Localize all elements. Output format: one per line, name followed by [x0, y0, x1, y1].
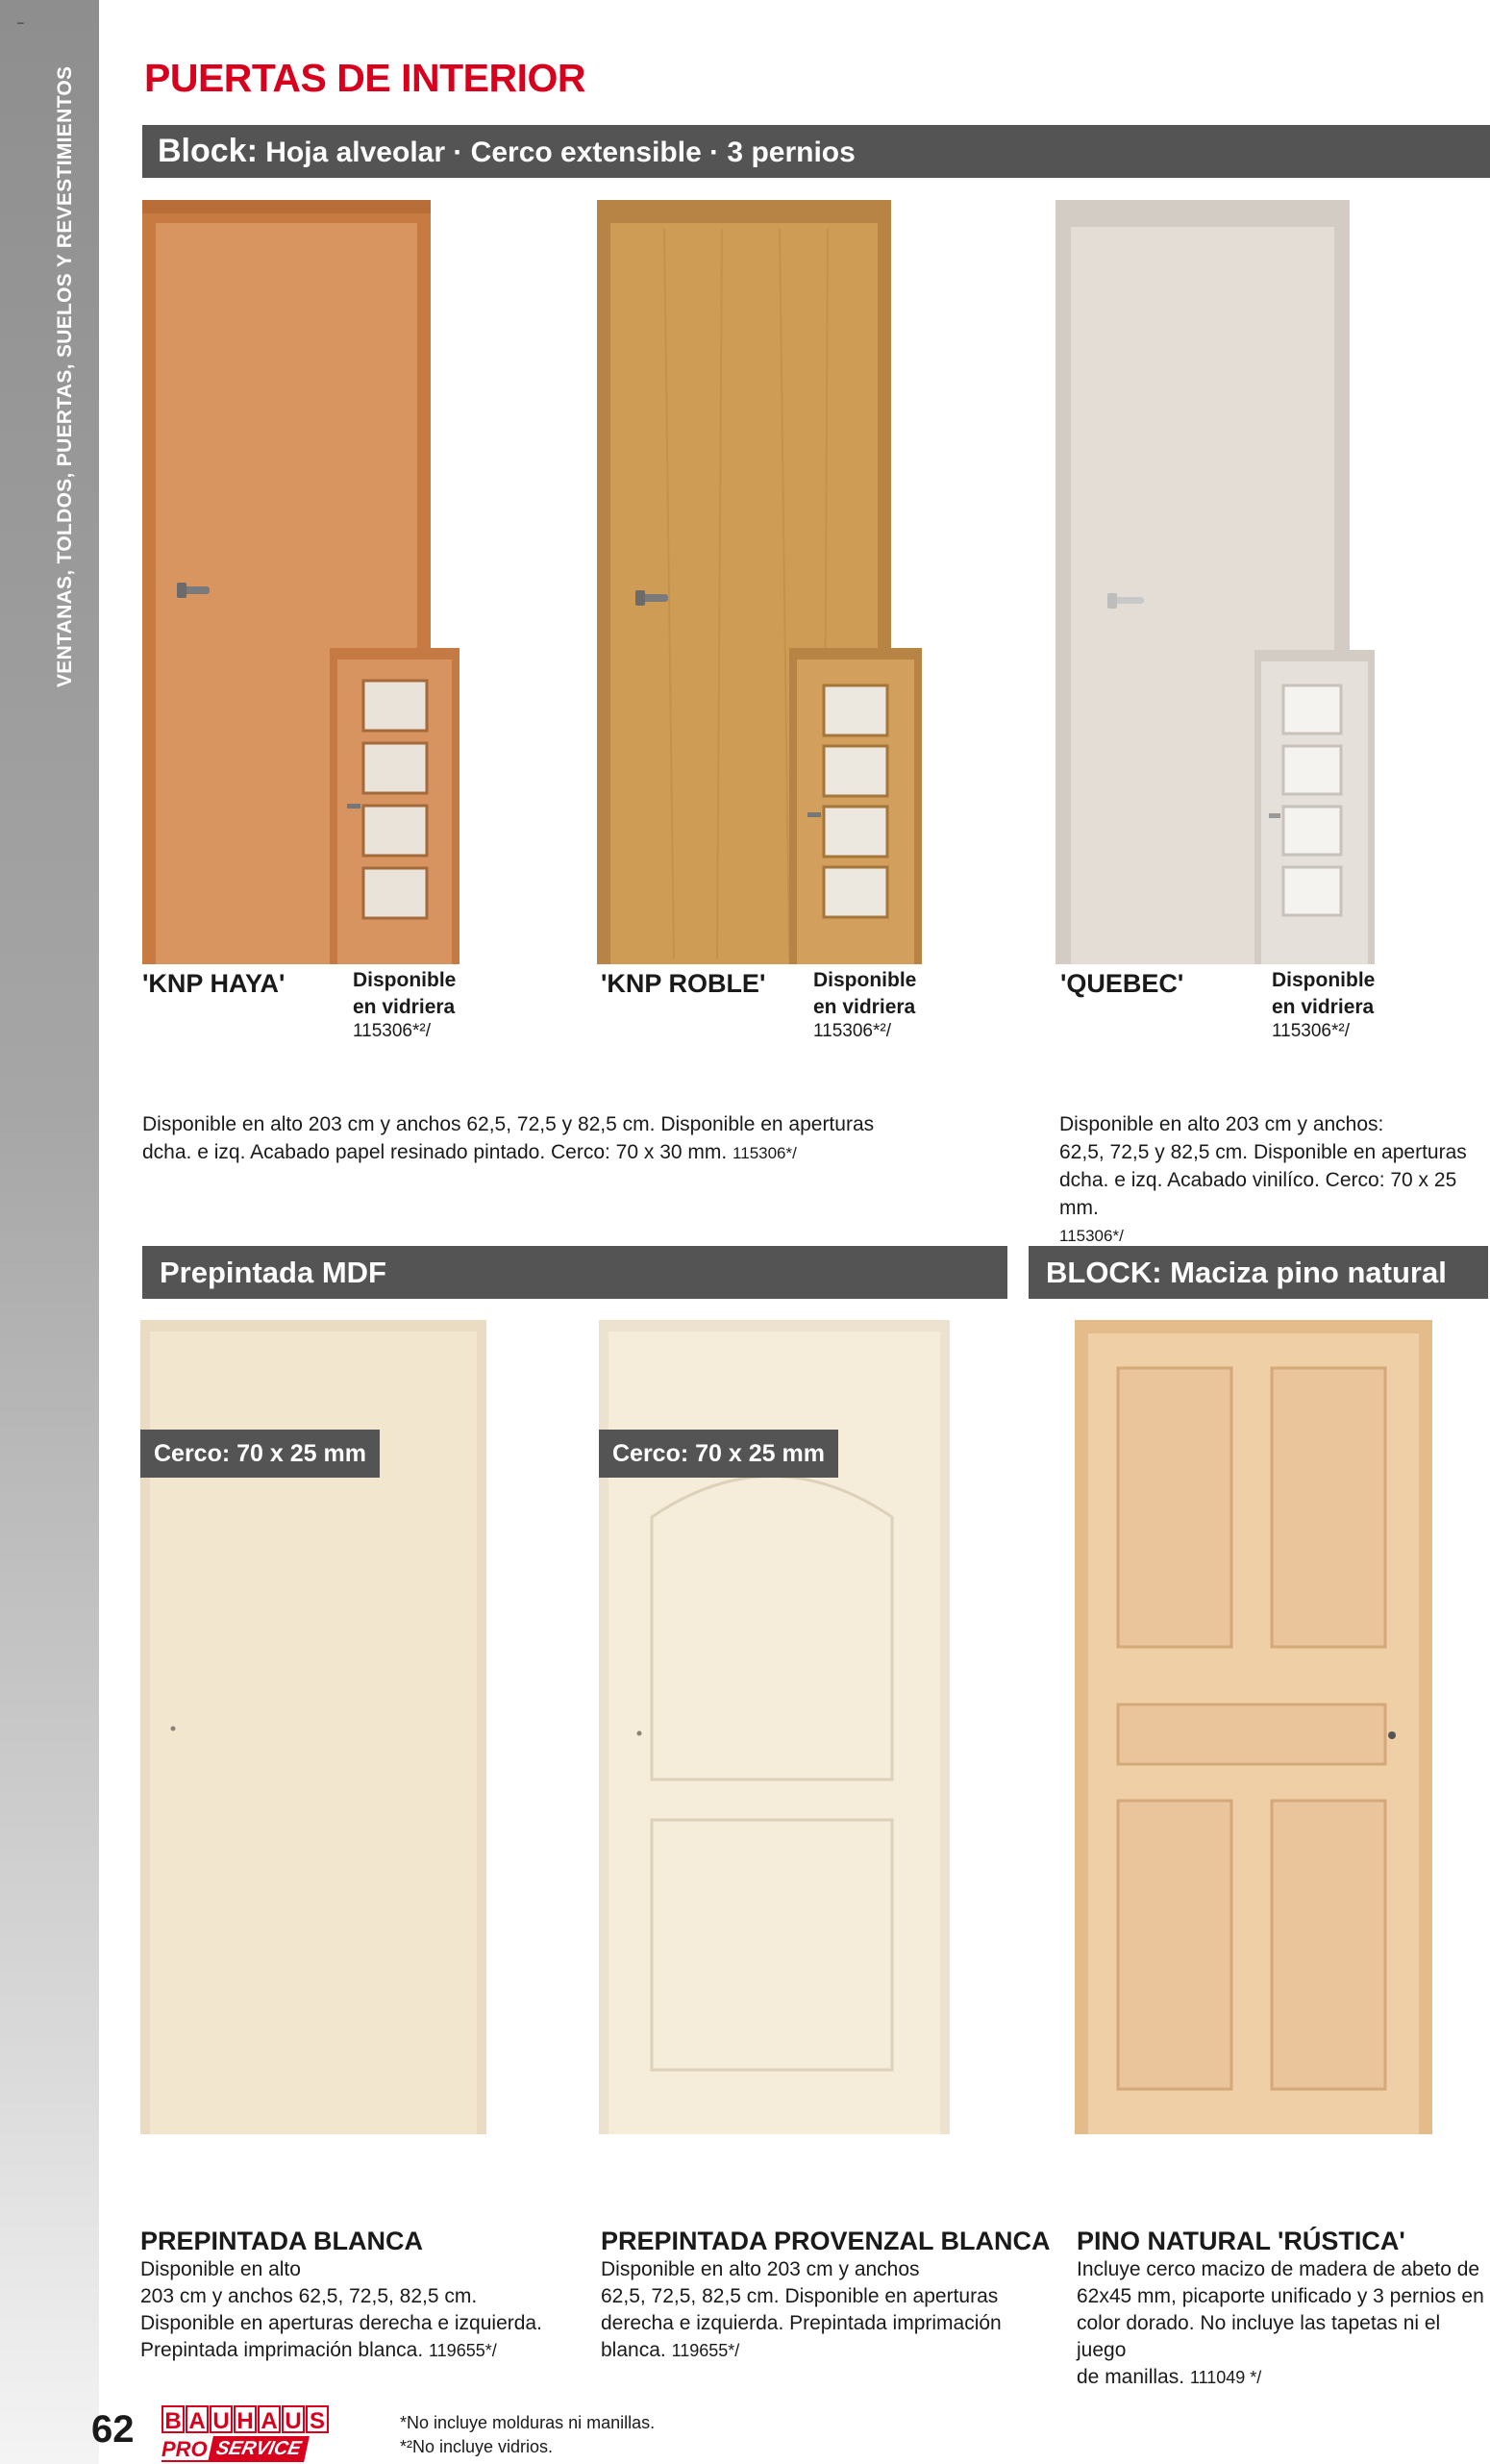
desc-line: 203 cm y anchos 62,5, 72,5, 82,5 cm. [140, 2285, 478, 2307]
sidebar-category-label: VENTANAS, TOLDOS, PUERTAS, SUELOS Y REVESTIMIENTOS [54, 65, 76, 687]
footnotes [400, 2411, 655, 2459]
logo-letter: U [282, 2405, 305, 2433]
logo-service: SERVICE [208, 2436, 310, 2462]
availability-line1: Disponible [353, 969, 457, 991]
footnote: *²No incluye vidrios. [400, 2437, 554, 2456]
logo-pro: PRO [161, 2436, 211, 2462]
description-quebec [1059, 1110, 1482, 1250]
product-pino-rustica [1077, 2227, 1490, 2391]
cerco-badge: Cerco: 70 x 25 mm [140, 1430, 380, 1478]
description-knp [142, 1110, 1027, 1167]
door-image-quebec [1055, 200, 1375, 964]
desc-line: color dorado. No incluye las tapetas ni el juego [1077, 2312, 1441, 2361]
desc-line: Disponible en alto 203 cm y anchos [601, 2258, 920, 2280]
banner-subtitle: Hoja alveolar · Cerco extensible · 3 pernios [257, 137, 856, 168]
logo-letter: A [186, 2405, 209, 2433]
desc-line: Disponible en aperturas derecha e izquierda. [140, 2312, 542, 2334]
banner-bold-label: Block: [158, 133, 258, 169]
desc-line: 62,5, 72,5 y 82,5 cm. Disponible en aperturas [1059, 1141, 1467, 1163]
availability-note [353, 967, 456, 1042]
page-title: PUERTAS DE INTERIOR [144, 56, 585, 100]
footnote: *No incluye molduras ni manillas. [400, 2413, 656, 2432]
product-code: 115306*²/ [1272, 1021, 1350, 1041]
sidebar [0, 0, 99, 2464]
product-code: 119655*/ [671, 2341, 740, 2360]
desc-line: blanca. [601, 2339, 672, 2361]
logo-letter: U [210, 2405, 233, 2433]
product-title: PREPINTADA BLANCA [140, 2227, 423, 2255]
logo-letter: S [306, 2405, 329, 2433]
product-title: PREPINTADA PROVENZAL BLANCA [601, 2227, 1051, 2255]
product-code: 115306*²/ [813, 1021, 891, 1041]
section-banner-mdf: Prepintada MDF [142, 1246, 1007, 1299]
desc-line: Prepintada imprimación blanca. [140, 2339, 429, 2361]
availability-line1: Disponible [1272, 969, 1376, 991]
availability-line1: Disponible [813, 969, 917, 991]
product-name-knp-haya: 'KNP HAYA' [142, 969, 286, 998]
availability-note [1272, 967, 1375, 1042]
availability-line2: en vidriera [353, 996, 456, 1018]
section-banner-pino: BLOCK: Maciza pino natural [1029, 1246, 1488, 1299]
product-code: 115306*²/ [353, 1021, 431, 1041]
availability-note [813, 967, 916, 1042]
corner-mark: – [17, 15, 24, 29]
desc-line: 62,5, 72,5, 82,5 cm. Disponible en aperturas [601, 2285, 999, 2307]
door-image-pino-rustica [1075, 1320, 1432, 2134]
product-code: 111049 */ [1189, 2368, 1262, 2387]
section-banner-block [142, 125, 1490, 178]
availability-line2: en vidriera [1272, 996, 1375, 1018]
product-code: 115306*/ [733, 1144, 797, 1162]
product-code: 115306*/ [1059, 1227, 1124, 1245]
desc-line: Incluye cerco macizo de madera de abeto de [1077, 2258, 1480, 2280]
desc-line: Disponible en alto 203 cm y anchos: [1059, 1113, 1384, 1135]
cerco-badge: Cerco: 70 x 25 mm [599, 1430, 838, 1478]
logo-wordmark [161, 2405, 354, 2433]
bauhaus-logo [161, 2405, 354, 2463]
product-name-quebec: 'QUEBEC' [1060, 969, 1184, 998]
product-prepintada-blanca [140, 2227, 592, 2364]
product-provenzal-blanca [601, 2227, 1053, 2364]
desc-line: Disponible en alto [140, 2258, 301, 2280]
desc-line: derecha e izquierda. Prepintada imprimación [601, 2312, 1002, 2334]
door-image-knp-haya [142, 200, 459, 964]
desc-line: 62x45 mm, picaporte unificado y 3 pernios en [1077, 2285, 1484, 2307]
page-number: 62 [91, 2408, 135, 2451]
availability-line2: en vidriera [813, 996, 916, 1018]
product-code: 119655*/ [429, 2341, 497, 2360]
desc-line: dcha. e izq. Acabado papel resinado pintado. Cerco: 70 x 30 mm. [142, 1141, 733, 1163]
desc-line: Disponible en alto 203 cm y anchos 62,5, 72,5 y 82,5 cm. Disponible en aperturas [142, 1113, 875, 1135]
product-title: PINO NATURAL 'RÚSTICA' [1077, 2227, 1405, 2255]
logo-letter: B [161, 2405, 185, 2433]
product-name-knp-roble: 'KNP ROBLE' [601, 969, 766, 998]
door-image-knp-roble [597, 200, 922, 964]
desc-line: dcha. e izq. Acabado vinilíco. Cerco: 70 x 25 mm. [1059, 1169, 1457, 1219]
desc-line: de manillas. [1077, 2366, 1190, 2388]
logo-letter: A [258, 2405, 281, 2433]
logo-letter: H [234, 2405, 257, 2433]
